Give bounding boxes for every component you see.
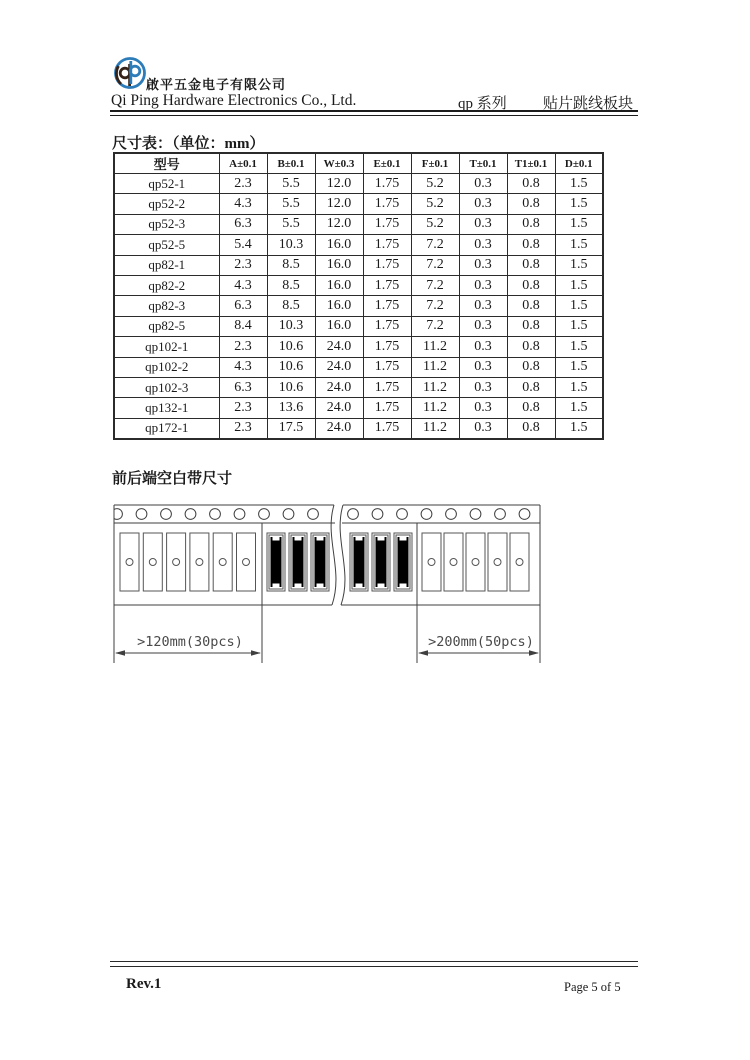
table-row xyxy=(114,214,603,234)
value-cell: 5.5 xyxy=(267,214,315,234)
company-name-english: Qi Ping Hardware Electronics Co., Ltd. xyxy=(111,92,357,109)
value-cell: 1.5 xyxy=(555,377,603,397)
model-cell: qp102-3 xyxy=(114,377,219,397)
revision-label: Rev.1 xyxy=(126,976,162,992)
value-cell: 5.2 xyxy=(411,214,459,234)
table-header-row xyxy=(114,153,603,174)
value-cell: 11.2 xyxy=(411,377,459,397)
model-cell: qp102-1 xyxy=(114,337,219,357)
value-cell: 1.5 xyxy=(555,357,603,377)
value-cell: 2.3 xyxy=(219,337,267,357)
value-cell: 1.5 xyxy=(555,316,603,336)
leading-blank-dimension-arrow xyxy=(115,650,261,655)
leading-blank-label: >120mm(30pcs) xyxy=(137,634,243,650)
value-cell: 8.5 xyxy=(267,255,315,275)
page-number: Page 5 of 5 xyxy=(564,980,621,994)
value-cell: 4.3 xyxy=(219,357,267,377)
model-cell: qp82-2 xyxy=(114,275,219,295)
dimension-table-title: 尺寸表：（单位：mm） xyxy=(112,136,265,152)
value-cell: 17.5 xyxy=(267,418,315,439)
value-cell: 1.5 xyxy=(555,418,603,439)
model-cell: qp82-3 xyxy=(114,296,219,316)
value-cell: 7.2 xyxy=(411,255,459,275)
value-cell: 6.3 xyxy=(219,296,267,316)
value-cell: 7.2 xyxy=(411,275,459,295)
column-header: W±0.3 xyxy=(315,153,363,174)
value-cell: 8.4 xyxy=(219,316,267,336)
value-cell: 2.3 xyxy=(219,255,267,275)
value-cell: 12.0 xyxy=(315,214,363,234)
model-cell: qp52-3 xyxy=(114,214,219,234)
header-divider xyxy=(110,110,638,116)
value-cell: 1.75 xyxy=(363,214,411,234)
value-cell: 1.75 xyxy=(363,296,411,316)
value-cell: 0.8 xyxy=(507,235,555,255)
value-cell: 1.75 xyxy=(363,194,411,214)
value-cell: 1.75 xyxy=(363,418,411,439)
value-cell: 0.8 xyxy=(507,296,555,316)
table-row xyxy=(114,377,603,397)
table-row xyxy=(114,235,603,255)
value-cell: 1.75 xyxy=(363,337,411,357)
value-cell: 1.5 xyxy=(555,235,603,255)
value-cell: 0.8 xyxy=(507,377,555,397)
value-cell: 16.0 xyxy=(315,235,363,255)
value-cell: 11.2 xyxy=(411,398,459,418)
value-cell: 24.0 xyxy=(315,337,363,357)
value-cell: 2.3 xyxy=(219,398,267,418)
value-cell: 7.2 xyxy=(411,235,459,255)
column-header-model: 型号 xyxy=(114,153,219,174)
column-header: F±0.1 xyxy=(411,153,459,174)
tape-diagram xyxy=(110,498,555,673)
value-cell: 5.5 xyxy=(267,174,315,194)
column-header: E±0.1 xyxy=(363,153,411,174)
value-cell: 5.4 xyxy=(219,235,267,255)
value-cell: 0.3 xyxy=(459,357,507,377)
value-cell: 0.8 xyxy=(507,357,555,377)
column-header: D±0.1 xyxy=(555,153,603,174)
value-cell: 0.3 xyxy=(459,235,507,255)
value-cell: 11.2 xyxy=(411,418,459,439)
value-cell: 1.5 xyxy=(555,296,603,316)
model-cell: qp52-1 xyxy=(114,174,219,194)
value-cell: 7.2 xyxy=(411,296,459,316)
value-cell: 0.8 xyxy=(507,214,555,234)
model-cell: qp82-5 xyxy=(114,316,219,336)
value-cell: 0.3 xyxy=(459,194,507,214)
value-cell: 0.3 xyxy=(459,296,507,316)
value-cell: 12.0 xyxy=(315,194,363,214)
company-name-chinese: 啟平五金电子有限公司 xyxy=(146,77,287,92)
value-cell: 0.3 xyxy=(459,398,507,418)
value-cell: 0.8 xyxy=(507,275,555,295)
tape-diagram-title: 前后端空白带尺寸 xyxy=(112,471,233,487)
value-cell: 0.3 xyxy=(459,255,507,275)
value-cell: 24.0 xyxy=(315,418,363,439)
table-row xyxy=(114,255,603,275)
value-cell: 24.0 xyxy=(315,357,363,377)
model-cell: qp52-5 xyxy=(114,235,219,255)
model-cell: qp172-1 xyxy=(114,418,219,439)
value-cell: 10.3 xyxy=(267,235,315,255)
value-cell: 0.8 xyxy=(507,418,555,439)
dimension-table xyxy=(113,152,604,440)
model-cell: qp102-2 xyxy=(114,357,219,377)
value-cell: 12.0 xyxy=(315,174,363,194)
table-row xyxy=(114,194,603,214)
value-cell: 1.5 xyxy=(555,255,603,275)
value-cell: 16.0 xyxy=(315,255,363,275)
value-cell: 1.5 xyxy=(555,275,603,295)
value-cell: 16.0 xyxy=(315,275,363,295)
value-cell: 0.8 xyxy=(507,255,555,275)
column-header: T±0.1 xyxy=(459,153,507,174)
value-cell: 0.3 xyxy=(459,377,507,397)
filled-pockets xyxy=(267,533,412,591)
table-row xyxy=(114,275,603,295)
table-row xyxy=(114,357,603,377)
product-category-label: 贴片跳线板块 xyxy=(543,96,634,112)
series-label: qp 系列 xyxy=(458,96,507,112)
trailing-blank-dimension-arrow xyxy=(418,650,539,655)
value-cell: 0.8 xyxy=(507,174,555,194)
footer-divider xyxy=(110,961,638,967)
value-cell: 0.8 xyxy=(507,398,555,418)
value-cell: 1.5 xyxy=(555,398,603,418)
table-row xyxy=(114,296,603,316)
value-cell: 16.0 xyxy=(315,296,363,316)
tape-break-curve-left xyxy=(331,505,336,605)
value-cell: 0.3 xyxy=(459,337,507,357)
tape-break-curve-right xyxy=(340,505,345,605)
empty-pockets-leading xyxy=(120,533,256,591)
company-logo-icon xyxy=(112,55,148,93)
value-cell: 1.75 xyxy=(363,255,411,275)
sprocket-holes xyxy=(112,509,530,520)
value-cell: 0.3 xyxy=(459,316,507,336)
table-row xyxy=(114,316,603,336)
model-cell: qp132-1 xyxy=(114,398,219,418)
value-cell: 10.6 xyxy=(267,337,315,357)
model-cell: qp52-2 xyxy=(114,194,219,214)
value-cell: 10.3 xyxy=(267,316,315,336)
table-row xyxy=(114,418,603,439)
value-cell: 1.75 xyxy=(363,174,411,194)
value-cell: 0.3 xyxy=(459,418,507,439)
value-cell: 1.75 xyxy=(363,235,411,255)
value-cell: 1.5 xyxy=(555,337,603,357)
value-cell: 1.5 xyxy=(555,214,603,234)
value-cell: 16.0 xyxy=(315,316,363,336)
value-cell: 0.3 xyxy=(459,174,507,194)
value-cell: 0.3 xyxy=(459,214,507,234)
trailing-blank-label: >200mm(50pcs) xyxy=(428,634,534,650)
value-cell: 1.5 xyxy=(555,174,603,194)
value-cell: 2.3 xyxy=(219,174,267,194)
value-cell: 5.2 xyxy=(411,194,459,214)
table-row xyxy=(114,398,603,418)
value-cell: 11.2 xyxy=(411,337,459,357)
value-cell: 5.2 xyxy=(411,174,459,194)
value-cell: 6.3 xyxy=(219,377,267,397)
value-cell: 4.3 xyxy=(219,275,267,295)
value-cell: 2.3 xyxy=(219,418,267,439)
value-cell: 7.2 xyxy=(411,316,459,336)
value-cell: 1.75 xyxy=(363,357,411,377)
value-cell: 0.8 xyxy=(507,337,555,357)
value-cell: 24.0 xyxy=(315,377,363,397)
model-cell: qp82-1 xyxy=(114,255,219,275)
value-cell: 4.3 xyxy=(219,194,267,214)
column-header: A±0.1 xyxy=(219,153,267,174)
value-cell: 0.3 xyxy=(459,275,507,295)
value-cell: 24.0 xyxy=(315,398,363,418)
value-cell: 10.6 xyxy=(267,377,315,397)
value-cell: 0.8 xyxy=(507,194,555,214)
value-cell: 11.2 xyxy=(411,357,459,377)
value-cell: 13.6 xyxy=(267,398,315,418)
dimension-table-container xyxy=(113,152,604,440)
empty-pockets-trailing xyxy=(422,533,529,591)
value-cell: 1.75 xyxy=(363,316,411,336)
value-cell: 1.5 xyxy=(555,194,603,214)
value-cell: 8.5 xyxy=(267,275,315,295)
value-cell: 10.6 xyxy=(267,357,315,377)
table-row xyxy=(114,337,603,357)
value-cell: 5.5 xyxy=(267,194,315,214)
value-cell: 8.5 xyxy=(267,296,315,316)
value-cell: 6.3 xyxy=(219,214,267,234)
column-header: B±0.1 xyxy=(267,153,315,174)
value-cell: 1.75 xyxy=(363,377,411,397)
value-cell: 0.8 xyxy=(507,316,555,336)
value-cell: 1.75 xyxy=(363,398,411,418)
column-header: T1±0.1 xyxy=(507,153,555,174)
value-cell: 1.75 xyxy=(363,275,411,295)
table-row xyxy=(114,174,603,194)
